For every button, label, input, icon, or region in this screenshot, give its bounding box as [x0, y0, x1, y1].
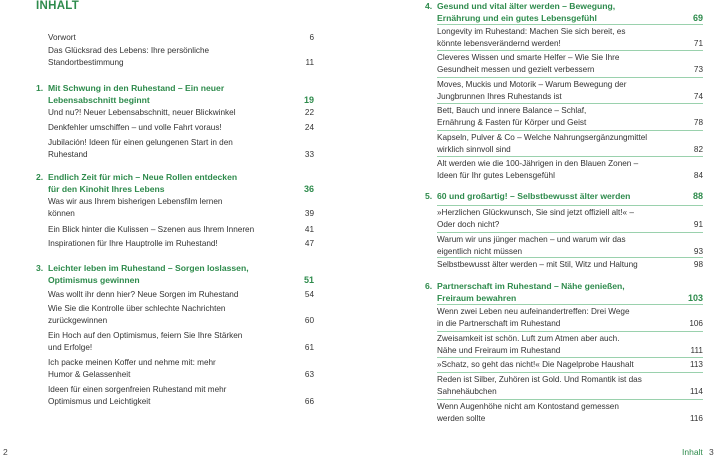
- page-ref: 19: [303, 95, 314, 105]
- toc-chapter: [36, 82, 314, 106]
- chapter-number: 4.: [425, 1, 433, 11]
- entry-title-line: Freiraum bewahren: [437, 293, 517, 303]
- page-ref: 82: [693, 145, 703, 154]
- page-ref: 74: [693, 92, 703, 101]
- entry-title-line: Humor & Gelassenheit: [48, 370, 131, 379]
- page-ref: 103: [687, 293, 703, 303]
- toc-entry: [437, 333, 703, 357]
- chapter-number: 1.: [36, 83, 44, 93]
- entry-title-line: Mit Schwung in den Ruhestand – Ein neuer: [48, 83, 225, 93]
- entry-divider: [437, 304, 703, 305]
- entry-title-line: können: [48, 209, 75, 218]
- entry-divider: [437, 103, 703, 104]
- right-page-number: 3: [709, 447, 714, 457]
- entry-title-line: Jubilación! Ideen für einen gelungenen Start in den: [48, 138, 233, 147]
- toc-entry: [437, 401, 703, 425]
- entry-title-line: Was wollt ihr denn hier? Neue Sorgen im Ruhestand: [48, 290, 239, 299]
- page-ref: 66: [304, 397, 314, 406]
- entry-title-line: zurückgewinnen: [48, 316, 108, 325]
- entry-divider: [437, 130, 703, 131]
- page-ref: 73: [693, 65, 703, 74]
- entry-title-line: Moves, Muckis und Motorik – Warum Bewegung der: [437, 80, 627, 89]
- entry-title-line: Ernährung und ein gutes Lebensgefühl: [437, 13, 597, 23]
- toc-entry: [48, 196, 314, 220]
- entry-title-line: Optimismus gewinnen: [48, 275, 140, 285]
- entry-title-line: Bett, Bauch und innere Balance – Schlaf,: [437, 106, 587, 115]
- entry-title-line: Leichter leben im Ruhestand – Sorgen loslassen,: [48, 263, 249, 273]
- toc-entry: [48, 122, 314, 134]
- toc-entry: [48, 224, 314, 236]
- chapter-number: 6.: [425, 281, 433, 291]
- page-ref: 11: [305, 58, 314, 67]
- page-ref: 116: [689, 414, 703, 423]
- toc-entry: [48, 238, 314, 250]
- entry-divider: [437, 156, 703, 157]
- toc-entry: [437, 105, 703, 129]
- toc-entry: [437, 207, 703, 231]
- entry-divider: [437, 257, 703, 258]
- page-ref: 33: [304, 150, 314, 159]
- entry-title-line: Ein Hoch auf den Optimismus, feiern Sie Ihre Stärken: [48, 331, 243, 340]
- page-ref: 84: [693, 171, 703, 180]
- toc-chapter: [425, 190, 703, 202]
- entry-title-line: Ideen für Ihr gutes Lebensgefühl: [437, 171, 555, 180]
- entry-title-line: eigentlich nicht müssen: [437, 247, 523, 256]
- page-ref: 113: [689, 360, 703, 369]
- toc-entry: [48, 384, 314, 408]
- left-page-number: 2: [3, 447, 8, 457]
- entry-title-line: Ein Blick hinter die Kulissen – Szenen aus Ihrem Inneren: [48, 225, 255, 234]
- entry-title-line: Selbstbewusst älter werden – mit Stil, Witz und Haltung: [437, 260, 638, 269]
- entry-divider: [437, 357, 703, 358]
- entry-title-line: Gesundheit messen und gezielt verbessern: [437, 65, 595, 74]
- entry-title-line: Cleveres Wissen und smarte Helfer – Wie Sie Ihre: [437, 53, 620, 62]
- toc-entry: [48, 330, 314, 354]
- page-heading: INHALT: [36, 0, 80, 12]
- page-ref: 111: [690, 346, 703, 355]
- entry-title-line: könnte lebensverändernd werden!: [437, 39, 561, 48]
- toc-entry: [437, 359, 703, 371]
- toc-entry: [48, 137, 314, 161]
- page-ref: 39: [304, 209, 314, 218]
- page-ref: 63: [304, 370, 314, 379]
- entry-title-line: Zweisamkeit ist schön. Luft zum Atmen aber auch.: [437, 334, 620, 343]
- page-ref: 61: [304, 343, 314, 352]
- entry-title-line: Wie Sie die Kontrolle über schlechte Nachrichten: [48, 304, 226, 313]
- entry-divider: [437, 24, 703, 25]
- entry-title-line: für den Kinohit Ihres Lebens: [48, 184, 165, 194]
- page-ref: 98: [693, 260, 703, 269]
- page-ref: 41: [304, 225, 314, 234]
- toc-entry: [48, 45, 314, 69]
- entry-divider: [437, 331, 703, 332]
- entry-divider: [437, 205, 703, 206]
- page-ref: 6: [309, 33, 314, 42]
- entry-title-line: Wenn zwei Leben neu aufeinandertreffen: Drei Wege: [437, 307, 630, 316]
- entry-title-line: Reden ist Silber, Zuhören ist Gold. Und Romantik ist das: [437, 375, 642, 384]
- entry-title-line: in die Partnerschaft im Ruhestand: [437, 319, 561, 328]
- toc-entry: [48, 289, 314, 301]
- page-ref: 54: [304, 290, 314, 299]
- page-ref: 114: [689, 387, 703, 396]
- page-ref: 69: [692, 13, 703, 23]
- page-ref: 93: [693, 247, 703, 256]
- toc-entry: [437, 259, 703, 271]
- entry-title-line: Gesund und vital älter werden – Bewegung,: [437, 1, 616, 11]
- toc-entry: [48, 303, 314, 327]
- entry-divider: [437, 372, 703, 373]
- entry-title-line: Sahnehäubchen: [437, 387, 497, 396]
- entry-title-line: Partnerschaft im Ruhestand – Nähe genießen,: [437, 281, 625, 291]
- chapter-number: 2.: [36, 172, 44, 182]
- entry-title-line: Lebensabschnitt beginnt: [48, 95, 150, 105]
- entry-title-line: Wenn Augenhöhe nicht am Kontostand gemessen: [437, 402, 619, 411]
- entry-title-line: wirklich sinnvoll sind: [437, 145, 511, 154]
- page-ref: 22: [304, 108, 314, 117]
- entry-divider: [437, 50, 703, 51]
- page-ref: 60: [304, 316, 314, 325]
- entry-title-line: Optimismus und Leichtigkeit: [48, 397, 151, 406]
- entry-title-line: Warum wir uns jünger machen – und warum wir das: [437, 235, 626, 244]
- footer-label: Inhalt: [682, 447, 703, 457]
- toc-entry: [437, 158, 703, 182]
- entry-title-line: Vorwort: [48, 33, 76, 42]
- toc-entry: [437, 79, 703, 103]
- entry-divider: [437, 399, 703, 400]
- entry-title-line: Ich packe meinen Koffer und nehme mit: mehr: [48, 358, 216, 367]
- entry-title-line: Endlich Zeit für mich – Neue Rollen entdecken: [48, 172, 238, 182]
- entry-title-line: Kapseln, Pulver & Co – Welche Nahrungsergänzungmittel: [437, 133, 648, 142]
- entry-title-line: Was wir aus Ihrem bisherigen Lebensfilm lernen: [48, 197, 223, 206]
- page-ref: 51: [303, 275, 314, 285]
- toc-chapter: [425, 0, 703, 24]
- page-ref: 88: [692, 191, 703, 201]
- toc-entry: [48, 357, 314, 381]
- entry-title-line: Denkfehler umschiffen – und volle Fahrt voraus!: [48, 123, 222, 132]
- toc-entry: [437, 374, 703, 398]
- entry-title-line: Ideen für einen sorgenfreien Ruhestand mit mehr: [48, 385, 227, 394]
- toc-entry: [437, 26, 703, 50]
- entry-title-line: Alt werden wie die 100-Jährigen in den Blauen Zonen –: [437, 159, 639, 168]
- toc-chapter: [36, 171, 314, 195]
- toc-entry: [48, 107, 314, 119]
- chapter-number: 3.: [36, 263, 44, 273]
- entry-title-line: Inspirationen für Ihre Hauptrolle im Ruhestand!: [48, 239, 218, 248]
- entry-title-line: Longevity im Ruhestand: Machen Sie sich bereit, es: [437, 27, 626, 36]
- page-ref: 71: [693, 39, 703, 48]
- page-ref: 47: [304, 239, 314, 248]
- toc-entry: [437, 132, 703, 156]
- entry-divider: [437, 77, 703, 78]
- toc-chapter: [36, 262, 314, 286]
- toc-entry: [437, 306, 703, 330]
- right-page: [360, 0, 720, 460]
- entry-title-line: und Erfolge!: [48, 343, 93, 352]
- toc-chapter: [425, 280, 703, 304]
- entry-title-line: 60 und großartig! – Selbstbewusst älter werden: [437, 191, 631, 201]
- toc-entry: [437, 52, 703, 76]
- toc-entry: [48, 32, 314, 44]
- entry-title-line: Nähe und Freiraum im Ruhestand: [437, 346, 561, 355]
- page-ref: 36: [303, 184, 314, 194]
- page-ref: 106: [689, 319, 703, 328]
- toc-entry: [437, 234, 703, 258]
- chapter-number: 5.: [425, 191, 433, 201]
- page-ref: 91: [693, 220, 703, 229]
- entry-title-line: »Schatz, so geht das nicht!« Die Nagelprobe Haushalt: [437, 360, 634, 369]
- entry-title-line: Ernährung & Fasten für Körper und Geist: [437, 118, 587, 127]
- entry-title-line: »Herzlichen Glückwunsch, Sie sind jetzt offiziell alt!« –: [437, 208, 634, 217]
- entry-title-line: Jungbrunnen Ihres Ruhestands ist: [437, 92, 562, 101]
- entry-divider: [437, 232, 703, 233]
- page-ref: 78: [693, 118, 703, 127]
- entry-title-line: Standortbestimmung: [48, 58, 124, 67]
- page-ref: 24: [304, 123, 314, 132]
- entry-title-line: Das Glücksrad des Lebens: Ihre persönliche: [48, 46, 210, 55]
- entry-title-line: Und nu?! Neuer Lebensabschnitt, neuer Blickwinkel: [48, 108, 236, 117]
- entry-title-line: Ruhestand: [48, 150, 88, 159]
- entry-title-line: Oder doch nicht?: [437, 220, 500, 229]
- entry-title-line: werden sollte: [437, 414, 486, 423]
